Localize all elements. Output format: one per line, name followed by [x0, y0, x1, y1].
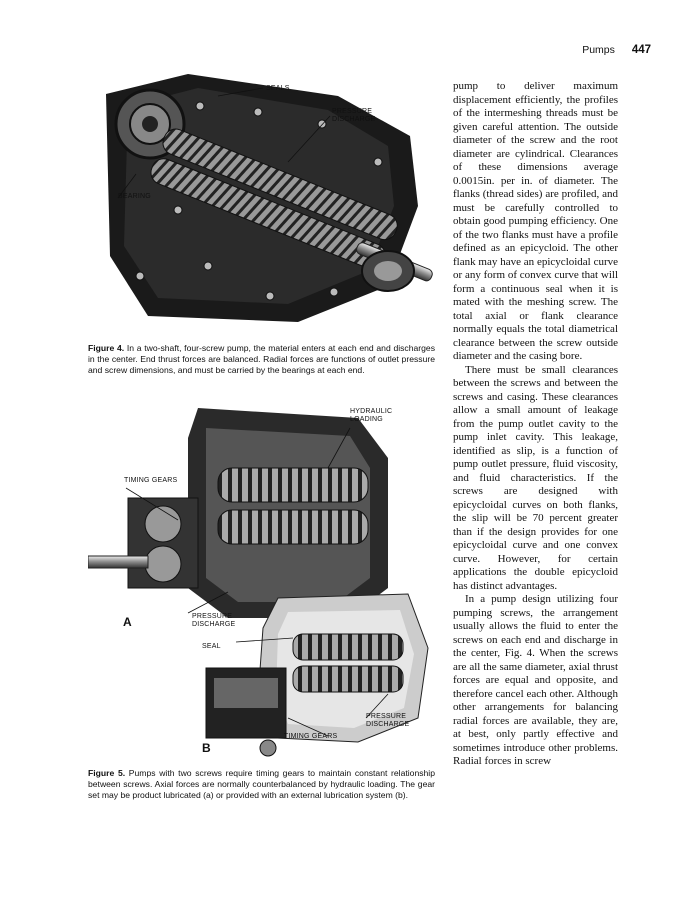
label-pressure-b: PRESSURE — [366, 713, 407, 720]
pump-a-shaft — [88, 556, 148, 568]
section-title: Pumps — [582, 44, 615, 56]
figure-5-label: Figure 5. — [88, 768, 126, 778]
figure-5-caption-text: Pumps with two screws require timing gears to maintain constant relationship between screws. Axial forces are normally counterbalanced by hydraulic loading. The gear set may be product lubricated (a) or provided with an external lubrication system (b). — [88, 768, 435, 800]
label-hydraulic: HYDRAULIC — [350, 408, 393, 415]
label-pressure-a: PRESSURE — [192, 613, 233, 620]
figure-5-caption — [88, 768, 435, 801]
figure-4-image — [88, 66, 435, 330]
label-seal: SEAL — [202, 643, 221, 650]
label-part-a: A — [123, 615, 132, 629]
label-discharge-a: DISCHARGE — [192, 621, 236, 628]
label-timing-gears-b: TIMING GEARS — [284, 733, 338, 740]
pump-b-lube-housing — [206, 668, 286, 756]
figure-4-caption — [88, 343, 435, 376]
body-text-column — [453, 80, 618, 769]
running-header — [582, 44, 651, 56]
label-bearing: BEARING — [118, 193, 151, 200]
label-discharge-b: DISCHARGE — [366, 721, 410, 728]
figure-5-image — [88, 398, 435, 760]
pump-a-timing-gears — [128, 498, 198, 588]
label-pressure: PRESSURE — [332, 108, 373, 115]
bearing-housing — [362, 251, 414, 291]
paragraph-3: In a pump design utilizing four pumping screws, the arrangement usually allows the fluid to enter the screws on each end and discharge in the center, Fig. 4. When the screws are all the same diameter, axial thrust forces are equal and opposite, and therefore cancel each other. Although other arrangements for balancing radial forces are available, they are, at best, only partly effective and sometimes introduce other problems. Radial forces in screw — [453, 593, 618, 767]
label-timing-gears-a: TIMING GEARS — [124, 477, 178, 484]
paragraph-1: pump to deliver maximum displacement efficiently, the profiles of the intermeshing threads must be given careful attention. The outside diameter of the screw and the root diameter are cylindrical. Clearances of these dimensions average 0.0015in. per in. of diameter. The flanks (thread sides) are profiled, and must be carefully controlled to obtain good pumping efficiency. One of the two flanks must have a profile defined as an epicycloid. The other flank may have an epicycloidal curve or any form of convex curve that will form a continuous seal when it is mated with the meshing screw. The total axial or flank clearance normally equals the total diametrical clearance between the screw outside diameter and the casing bore. — [453, 80, 618, 362]
label-part-b: B — [202, 741, 211, 755]
figure-4-label: Figure 4. — [88, 343, 125, 353]
label-discharge: DISCHARGE — [332, 116, 376, 123]
paragraph-2: There must be small clearances between the screws and between the screws and casing. These clearances allow a small amount of leakage from the pump outlet cavity to the pump inlet cavity. This leakage, identified as slip, is a function of pump outlet pressure, fluid viscosity, and fluid characteristics. If the screws are designed with epicycloidal curves on both flanks, the slip will be 70 percent greater than if the design provides for one epicycloidal curve and one convex curve. However, for certain applications the double epicycloid has distinct advantages. — [453, 363, 618, 592]
label-seals: SEALS — [266, 85, 290, 92]
four-screw-pump-illustration — [88, 66, 435, 330]
page-number: 447 — [631, 44, 651, 56]
figure-4-caption-text: In a two-shaft, four-screw pump, the material enters at each end and discharges in the center. End thrust forces are balanced. Radial forces are functions of outlet pressure and screw dimensions, and must be carried by the bearings at each end. — [88, 343, 435, 375]
two-screw-pump-illustration — [88, 398, 435, 760]
label-loading: LOADING — [350, 416, 383, 423]
